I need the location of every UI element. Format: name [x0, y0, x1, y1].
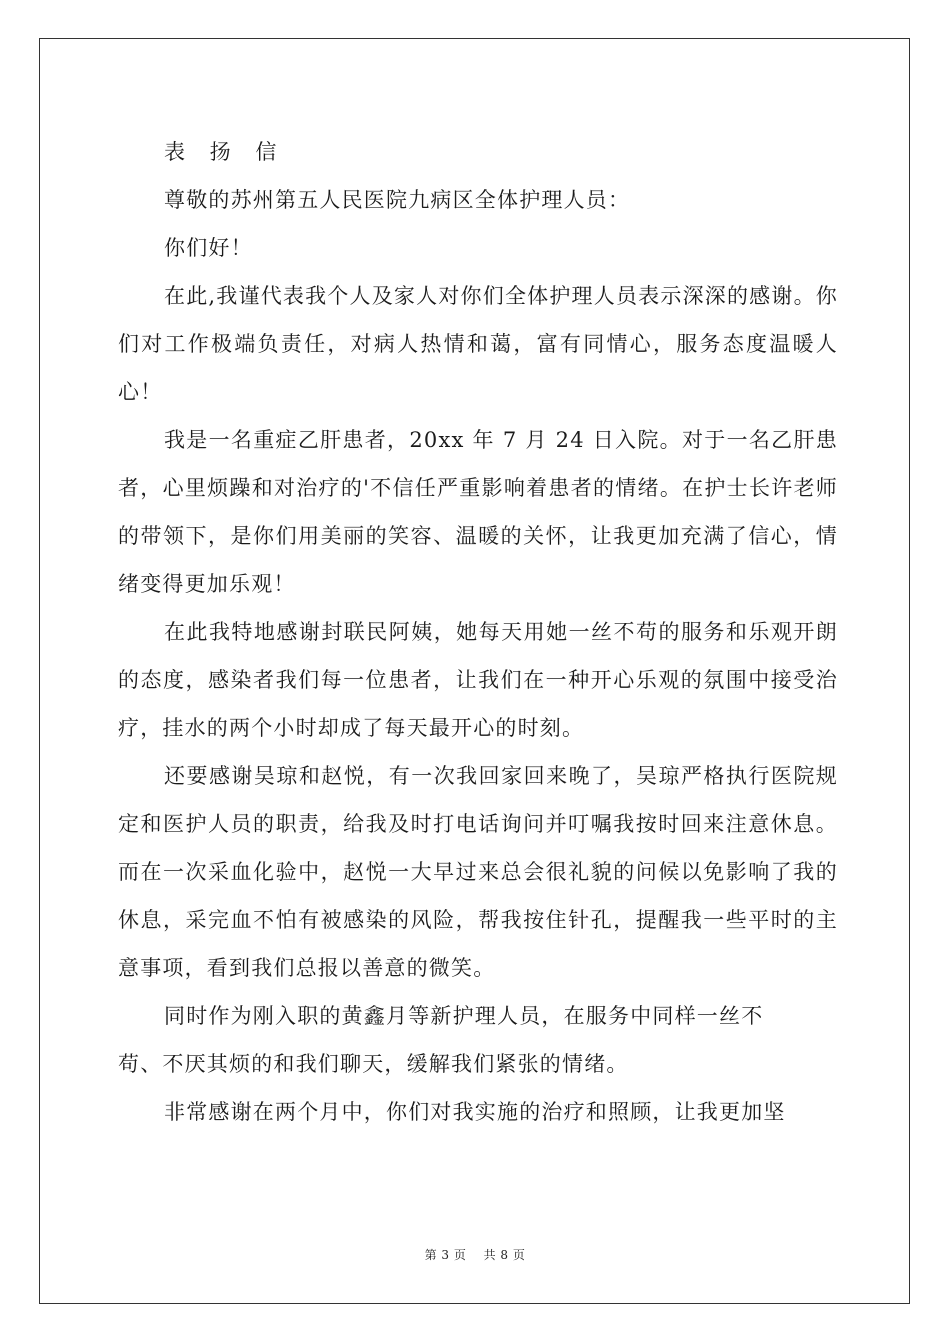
- letter-title: 表 扬 信: [164, 140, 286, 164]
- paragraph-thanks: 在此,我谨代表我个人及家人对你们全体护理人员表示深深的感谢。你们对工作极端负责任，对病人热情和蔼，富有同情心，服务态度温暖人心！: [118, 284, 838, 404]
- letter-body: [118, 128, 838, 1136]
- paragraph-new-nurses-line-1: 同时作为刚入职的黄鑫月等新护理人员，在服务中同样一丝不: [164, 1004, 764, 1028]
- paragraph-closing-line-1: 非常感谢在两个月中，你们对我实施的治疗和照顾，让我更加坚: [164, 1100, 786, 1124]
- letter-greeting: 你们好！: [164, 236, 253, 260]
- letter-salutation: 尊敬的苏州第五人民医院九病区全体护理人员：: [164, 188, 631, 212]
- page-footer: [0, 1246, 950, 1263]
- paragraph-thanks-nurses: 还要感谢吴琼和赵悦，有一次我回家回来晚了，吴琼严格执行医院规定和医护人员的职责，给我及时打电话询问并叮嘱我按时回来注意休息。而在一次采血化验中，赵悦一大早过来总会很礼貌的问候以免影响了我的休息，采完血不怕有被感染的风险，帮我按住针孔，提醒我一些平时的主意事项，看到我们总报以善意的微笑。: [118, 764, 838, 980]
- page-number-label: 第 3 页 共 8 页: [424, 1248, 526, 1262]
- paragraph-patient-story: 我是一名重症乙肝患者，20xx 年 7 月 24 日入院。对于一名乙肝患者，心里烦躁和对治疗的'不信任严重影响着患者的情绪。在护士长许老师的带领下，是你们用美丽的笑容、温暖的关怀，让我更加充满了信心，情绪变得更加乐观！: [118, 428, 838, 596]
- paragraph-thanks-auntie: 在此我特地感谢封联民阿姨，她每天用她一丝不苟的服务和乐观开朗的态度，感染者我们每一位患者，让我们在一种开心乐观的氛围中接受治疗，挂水的两个小时却成了每天最开心的时刻。: [118, 620, 838, 740]
- paragraph-new-nurses-line-2: 苟、不厌其烦的和我们聊天，缓解我们紧张的情绪。: [118, 1052, 629, 1076]
